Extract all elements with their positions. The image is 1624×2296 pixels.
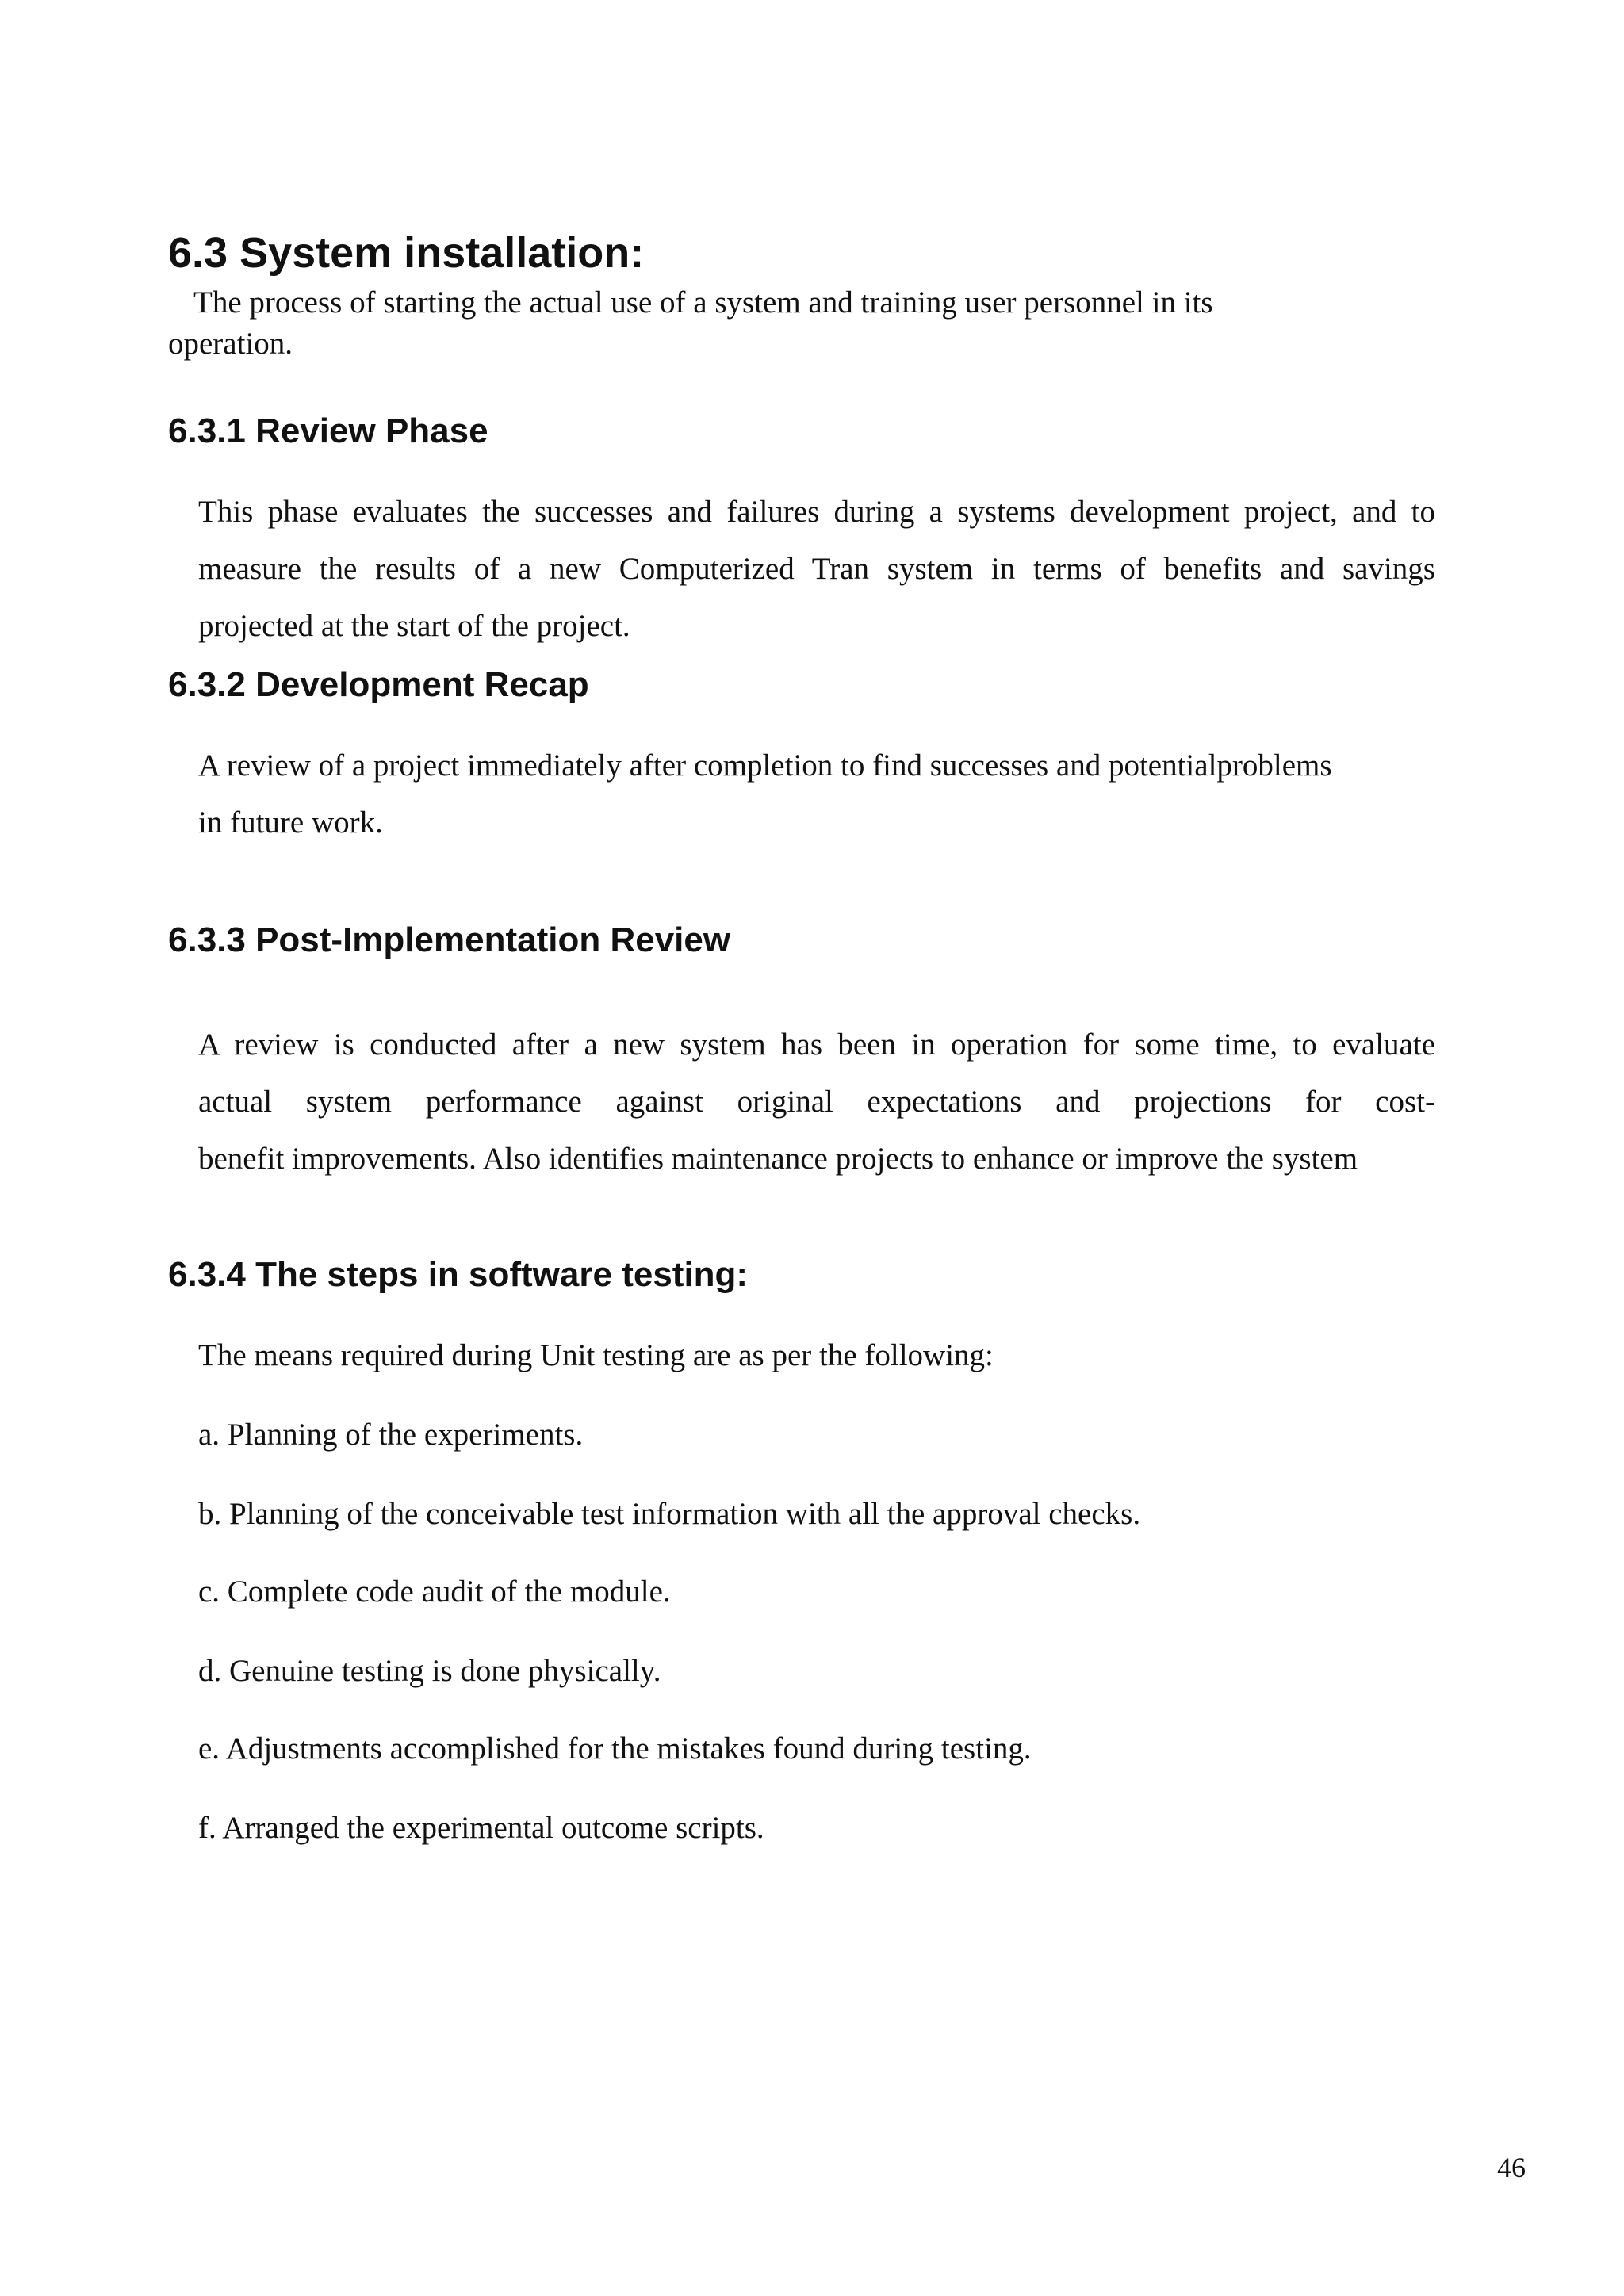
section-6-3-intro-line2: operation. [168,327,293,361]
section-heading-6-3-1: 6.3.1 Review Phase [168,411,488,450]
section-6-3-2-line1: A review of a project immediately after completion to find successes and potentialproblems [198,748,1332,783]
section-heading-6-3-3: 6.3.3 Post-Implementation Review [168,920,731,959]
list-item: f. Arranged the experimental outcome scripts. [198,1811,764,1845]
list-item: d. Genuine testing is done physically. [198,1654,661,1688]
section-6-3-3-line1: A review is conducted after a new system has been in operation for some time, to evaluate [198,1027,1435,1062]
section-6-3-2-line2: in future work. [198,806,383,840]
section-6-3-1-line2: measure the results of a new Computerized Tran system in terms of benefits and savings [198,552,1435,586]
list-item: c. Complete code audit of the module. [198,1575,671,1609]
section-6-3-1-line3: projected at the start of the project. [198,609,630,643]
list-item: e. Adjustments accomplished for the mistakes found during testing. [198,1732,1032,1766]
section-6-3-4-intro: The means required during Unit testing are as per the following: [198,1338,994,1372]
section-6-3-3-line3: benefit improvements. Also identifies maintenance projects to enhance or improve the system [198,1142,1358,1176]
section-heading-6-3-2: 6.3.2 Development Recap [168,665,589,704]
section-6-3-3-line2: actual system performance against original expectations and projections for cost- [198,1085,1435,1119]
list-item: a. Planning of the experiments. [198,1418,584,1452]
section-heading-6-3-4: 6.3.4 The steps in software testing: [168,1255,749,1294]
list-item: b. Planning of the conceivable test information with all the approval checks. [198,1497,1141,1531]
section-6-3-intro-line1: The process of starting the actual use of a system and training user personnel in its [193,285,1213,320]
section-6-3-1-line1: This phase evaluates the successes and failures during a systems development project, and to [198,495,1435,529]
section-heading-6-3: 6.3 System installation: [168,229,645,277]
page-number: 46 [1497,2152,1526,2183]
